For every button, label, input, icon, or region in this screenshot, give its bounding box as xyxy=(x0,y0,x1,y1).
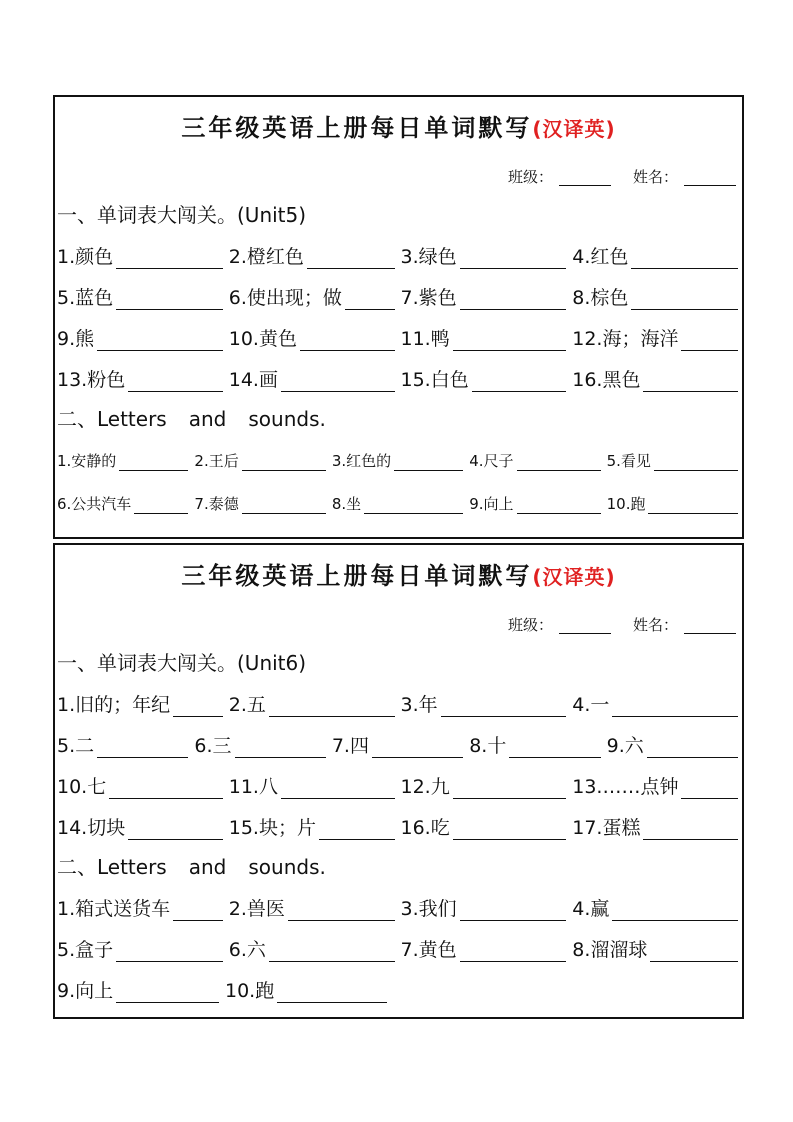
class-label: 班级： xyxy=(507,616,553,634)
word-item xyxy=(229,283,395,310)
word-item xyxy=(572,242,738,269)
word-item xyxy=(229,690,395,717)
word-item xyxy=(332,731,463,758)
word-prompt: 7.紫色 xyxy=(400,287,457,309)
word-item xyxy=(57,283,223,310)
word-item xyxy=(57,731,188,758)
word-prompt: 3.年 xyxy=(400,694,438,716)
answer-blank[interactable] xyxy=(472,373,567,392)
word-item xyxy=(607,493,738,514)
word-item xyxy=(401,283,567,310)
word-item xyxy=(57,324,223,351)
class-name-fields xyxy=(55,607,742,643)
word-prompt: 17.蛋糕 xyxy=(572,817,641,839)
word-item xyxy=(572,894,738,921)
word-row xyxy=(55,235,742,276)
word-item xyxy=(401,365,567,392)
word-row xyxy=(55,969,391,1010)
section-heading-letters xyxy=(55,399,742,439)
answer-blank[interactable] xyxy=(460,291,567,310)
answer-blank[interactable] xyxy=(460,943,567,962)
word-item xyxy=(229,935,395,962)
section-heading-words: 一、单词表大闯关。(Unit6) xyxy=(57,651,307,675)
word-item xyxy=(57,772,223,799)
word-prompt: 14.切块 xyxy=(57,817,126,839)
answer-blank[interactable] xyxy=(509,739,600,758)
word-prompt: 5.看见 xyxy=(606,452,651,470)
section-heading-letters xyxy=(55,847,742,887)
answer-blank[interactable] xyxy=(319,821,395,840)
word-item xyxy=(572,813,738,840)
class-label: 班级： xyxy=(507,168,553,186)
word-item xyxy=(401,935,567,962)
answer-blank[interactable] xyxy=(647,739,738,758)
title-subtitle: (汉译英) xyxy=(532,117,616,141)
word-prompt: 9.六 xyxy=(606,735,644,757)
word-item xyxy=(229,772,395,799)
answer-blank[interactable] xyxy=(242,452,326,471)
word-item xyxy=(57,976,219,1003)
word-item xyxy=(229,813,395,840)
answer-blank[interactable] xyxy=(173,902,223,921)
word-prompt: 14.画 xyxy=(228,369,278,391)
answer-blank[interactable] xyxy=(453,332,567,351)
word-prompt: 8.十 xyxy=(469,735,507,757)
class-name-fields xyxy=(55,159,742,195)
answer-blank[interactable] xyxy=(307,250,395,269)
answer-blank[interactable] xyxy=(277,984,387,1003)
word-item xyxy=(607,731,738,758)
answer-blank[interactable] xyxy=(288,902,395,921)
word-prompt: 5.盒子 xyxy=(57,939,114,961)
word-item xyxy=(57,894,223,921)
answer-blank[interactable] xyxy=(97,332,223,351)
answer-blank[interactable] xyxy=(517,495,601,514)
word-item xyxy=(57,493,188,514)
answer-blank[interactable] xyxy=(643,821,738,840)
section-heading-word: sounds. xyxy=(248,407,326,431)
word-prompt: 7.黄色 xyxy=(400,939,457,961)
word-prompt: 12.海；海洋 xyxy=(572,328,679,350)
word-prompt: 3.我们 xyxy=(400,898,457,920)
word-item xyxy=(332,450,463,471)
answer-blank[interactable] xyxy=(612,902,738,921)
answer-blank[interactable] xyxy=(300,332,395,351)
section-heading-word: sounds. xyxy=(248,855,326,879)
name-label: 姓名： xyxy=(632,168,678,186)
answer-blank[interactable] xyxy=(128,373,223,392)
word-item xyxy=(194,731,325,758)
word-item xyxy=(572,935,738,962)
word-item xyxy=(607,450,738,471)
word-prompt: 8.棕色 xyxy=(572,287,629,309)
word-prompt: 4.赢 xyxy=(572,898,610,920)
answer-blank[interactable] xyxy=(631,250,738,269)
word-prompt: 6.三 xyxy=(194,735,232,757)
word-prompt: 2.橙红色 xyxy=(228,246,304,268)
word-row xyxy=(55,358,742,399)
answer-blank[interactable] xyxy=(242,495,326,514)
word-prompt: 5.蓝色 xyxy=(57,287,114,309)
word-item xyxy=(469,450,600,471)
word-item xyxy=(57,813,223,840)
answer-blank[interactable] xyxy=(453,821,567,840)
word-item xyxy=(401,324,567,351)
word-prompt: 10.跑 xyxy=(225,980,275,1002)
word-item xyxy=(57,242,223,269)
word-item xyxy=(401,772,567,799)
word-prompt: 16.黑色 xyxy=(572,369,641,391)
word-prompt: 2.五 xyxy=(228,694,266,716)
answer-blank[interactable] xyxy=(269,698,395,717)
word-item xyxy=(57,690,223,717)
word-prompt: 13.……点钟 xyxy=(572,776,679,798)
word-item xyxy=(572,690,738,717)
answer-blank[interactable] xyxy=(681,780,738,799)
worksheet-unit6 xyxy=(53,543,744,1019)
word-row xyxy=(55,928,742,969)
word-item xyxy=(572,772,738,799)
word-row xyxy=(55,482,742,525)
word-prompt: 11.八 xyxy=(228,776,278,798)
name-label: 姓名： xyxy=(632,616,678,634)
worksheet-unit5 xyxy=(53,95,744,539)
word-prompt: 7.四 xyxy=(331,735,369,757)
word-prompt: 1.旧的；年纪 xyxy=(57,694,171,716)
word-item xyxy=(194,450,325,471)
word-item xyxy=(401,690,567,717)
answer-blank[interactable] xyxy=(97,739,188,758)
answer-blank[interactable] xyxy=(612,698,738,717)
answer-blank[interactable] xyxy=(372,739,463,758)
answer-blank[interactable] xyxy=(134,495,188,514)
word-prompt: 10.七 xyxy=(57,776,107,798)
title-text: 三年级英语上册每日单词默写 xyxy=(181,114,533,142)
word-item xyxy=(229,894,395,921)
word-prompt: 6.使出现；做 xyxy=(228,287,342,309)
word-prompt: 9.熊 xyxy=(57,328,95,350)
section-heading-word: 二、Letters xyxy=(57,407,167,431)
word-prompt: 2.兽医 xyxy=(228,898,285,920)
word-item xyxy=(57,935,223,962)
answer-blank[interactable] xyxy=(643,373,738,392)
word-prompt: 4.红色 xyxy=(572,246,629,268)
word-prompt: 1.安静的 xyxy=(57,452,117,470)
answer-blank[interactable] xyxy=(460,250,567,269)
word-prompt: 10.跑 xyxy=(606,495,646,513)
answer-blank[interactable] xyxy=(281,780,395,799)
answer-blank[interactable] xyxy=(281,373,395,392)
word-prompt: 9.向上 xyxy=(469,495,514,513)
word-prompt: 12.九 xyxy=(400,776,450,798)
answer-blank[interactable] xyxy=(116,250,223,269)
word-item xyxy=(401,813,567,840)
class-input[interactable] xyxy=(559,169,611,186)
name-input[interactable] xyxy=(684,169,736,186)
word-prompt: 3.红色的 xyxy=(331,452,392,470)
section-heading-word: and xyxy=(188,407,227,431)
name-input[interactable] xyxy=(684,617,736,634)
answer-blank[interactable] xyxy=(109,780,223,799)
word-item xyxy=(572,365,738,392)
word-item xyxy=(229,242,395,269)
word-prompt: 4.一 xyxy=(572,694,610,716)
word-prompt: 15.白色 xyxy=(400,369,469,391)
answer-blank[interactable] xyxy=(394,452,463,471)
answer-blank[interactable] xyxy=(453,780,567,799)
answer-blank[interactable] xyxy=(517,452,601,471)
word-prompt: 8.坐 xyxy=(331,495,362,513)
title-subtitle: (汉译英) xyxy=(532,565,616,589)
answer-blank[interactable] xyxy=(116,291,223,310)
answer-blank[interactable] xyxy=(173,698,223,717)
word-item xyxy=(194,493,325,514)
class-input[interactable] xyxy=(559,617,611,634)
word-item xyxy=(229,324,395,351)
answer-blank[interactable] xyxy=(650,943,738,962)
word-prompt: 2.王后 xyxy=(194,452,239,470)
word-prompt: 15.块；片 xyxy=(228,817,316,839)
answer-blank[interactable] xyxy=(631,291,738,310)
word-item xyxy=(572,283,738,310)
word-item xyxy=(57,365,223,392)
worksheet-title xyxy=(55,545,742,607)
answer-blank[interactable] xyxy=(116,984,219,1003)
word-row xyxy=(55,439,742,482)
worksheet-title xyxy=(55,97,742,159)
answer-blank[interactable] xyxy=(681,332,738,351)
word-prompt: 10.黄色 xyxy=(228,328,297,350)
answer-blank[interactable] xyxy=(128,821,223,840)
answer-blank[interactable] xyxy=(269,943,395,962)
word-prompt: 1.箱式送货车 xyxy=(57,898,171,920)
word-prompt: 11.鸭 xyxy=(400,328,450,350)
word-item xyxy=(469,731,600,758)
word-prompt: 13.粉色 xyxy=(57,369,126,391)
answer-blank[interactable] xyxy=(119,452,188,471)
word-row xyxy=(55,317,742,358)
word-item xyxy=(401,894,567,921)
answer-blank[interactable] xyxy=(345,291,395,310)
word-prompt: 3.绿色 xyxy=(400,246,457,268)
word-item xyxy=(469,493,600,514)
word-item xyxy=(401,242,567,269)
answer-blank[interactable] xyxy=(648,495,738,514)
word-row xyxy=(55,806,742,847)
word-prompt: 6.六 xyxy=(228,939,266,961)
word-prompt: 9.向上 xyxy=(57,980,114,1002)
word-item xyxy=(572,324,738,351)
answer-blank[interactable] xyxy=(364,495,463,514)
section-heading-words: 一、单词表大闯关。(Unit5) xyxy=(57,203,307,227)
word-prompt: 7.泰德 xyxy=(194,495,239,513)
word-item xyxy=(332,493,463,514)
word-item xyxy=(229,365,395,392)
word-prompt: 1.颜色 xyxy=(57,246,114,268)
word-prompt: 8.溜溜球 xyxy=(572,939,648,961)
answer-blank[interactable] xyxy=(116,943,223,962)
word-row xyxy=(55,765,742,806)
title-text: 三年级英语上册每日单词默写 xyxy=(181,562,533,590)
word-item xyxy=(57,450,188,471)
answer-blank[interactable] xyxy=(654,452,738,471)
word-row xyxy=(55,724,742,765)
section-heading-word: and xyxy=(188,855,227,879)
word-item xyxy=(225,976,387,1003)
answer-blank[interactable] xyxy=(441,698,567,717)
word-row xyxy=(55,887,742,928)
word-prompt: 16.吃 xyxy=(400,817,450,839)
section-heading-word: 二、Letters xyxy=(57,855,167,879)
word-prompt: 5.二 xyxy=(57,735,95,757)
word-row xyxy=(55,276,742,317)
answer-blank[interactable] xyxy=(460,902,567,921)
word-prompt: 4.尺子 xyxy=(469,452,514,470)
word-row xyxy=(55,683,742,724)
word-prompt: 6.公共汽车 xyxy=(57,495,132,513)
answer-blank[interactable] xyxy=(235,739,326,758)
